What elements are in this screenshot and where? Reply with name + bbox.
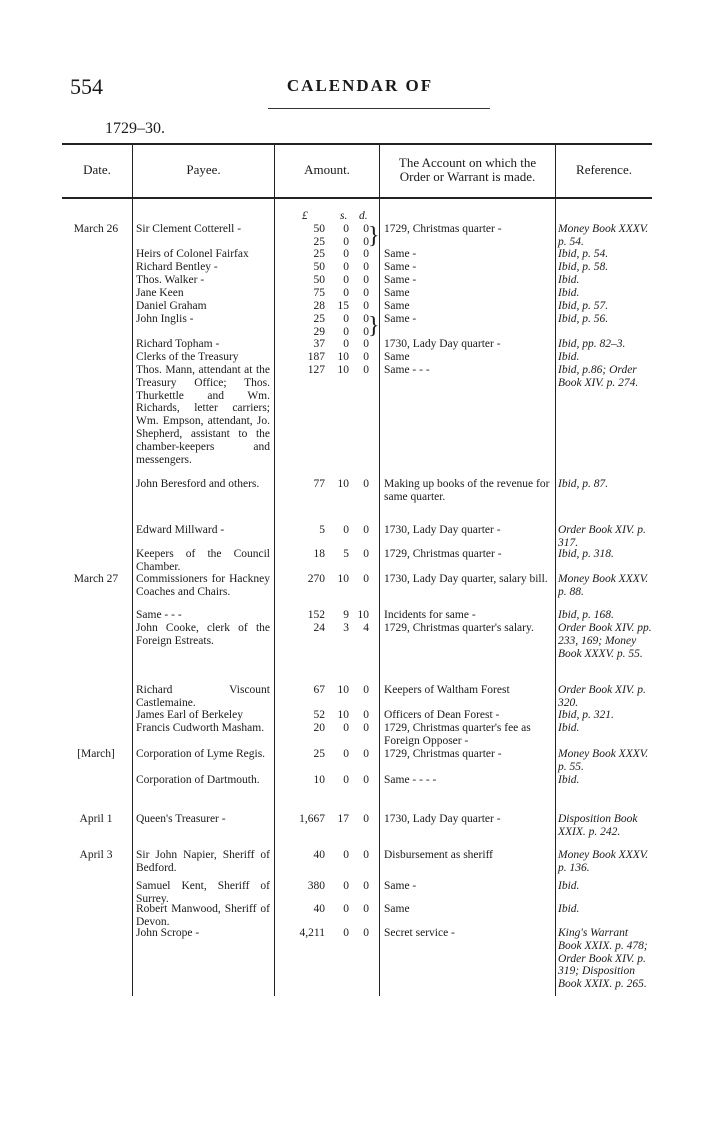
row-account: Secret service - <box>384 927 455 939</box>
row-payee: Francis Cudworth Masham. <box>136 722 265 734</box>
row-payee: James Earl of Berkeley <box>136 709 243 721</box>
row-reference: Money Book XXXV. p. 54. <box>558 223 649 248</box>
row-date: April 1 <box>79 813 113 825</box>
row-amount: 50 0 0 <box>313 223 369 235</box>
row-account: Incidents for same - <box>384 609 476 621</box>
row-amount: 5 0 0 <box>319 524 369 536</box>
row-account: Same - - - - <box>384 774 437 786</box>
row-amount: 10 0 0 <box>313 774 369 786</box>
row-payee: Richard Viscount Castlemaine. <box>136 684 270 709</box>
row-account: Same <box>384 287 410 299</box>
header-amount: Amount. <box>304 162 350 177</box>
row-payee: Daniel Graham <box>136 300 207 312</box>
row-reference: Order Book XIV. pp. 233, 169; Money Book XXXV. p. 55. <box>558 622 652 660</box>
amount-brace: } <box>368 223 380 249</box>
row-amount: 75 0 0 <box>313 287 369 299</box>
row-reference: Ibid, p. 318. <box>558 548 614 560</box>
row-account: Same - - - <box>384 364 430 376</box>
row-payee: Richard Bentley - <box>136 261 218 273</box>
row-account: 1729, Christmas quarter - <box>384 748 502 760</box>
row-payee: John Inglis - <box>136 313 194 325</box>
amount-brace: } <box>368 313 380 339</box>
row-account: Same <box>384 300 410 312</box>
row-amount: 29 0 0 <box>313 326 369 338</box>
row-amount: 37 0 0 <box>313 338 369 350</box>
row-amount: 28 15 0 <box>313 300 369 312</box>
row-reference: Ibid. <box>558 903 580 915</box>
row-amount: 127 10 0 <box>307 364 369 376</box>
col-divider <box>379 143 380 996</box>
header-bottom-rule <box>62 197 652 199</box>
row-amount: 50 0 0 <box>313 261 369 273</box>
currency-pounds: £ <box>302 210 308 222</box>
row-reference: Ibid. <box>558 351 580 363</box>
row-account: Same - <box>384 261 417 273</box>
row-reference: Money Book XXXV. p. 136. <box>558 849 649 874</box>
row-payee: Thos. Mann, attendant at the Treasury Office; Thos. Thurkettle and Wm. Richards, letter carriers; Wm. Empson, attendant, Jo. Shepherd, assistant to the chamber-keepers and messengers. <box>136 364 270 466</box>
row-reference: Ibid. <box>558 287 580 299</box>
row-reference: Money Book XXXV. p. 55. <box>558 748 649 773</box>
row-reference: Ibid, p. 56. <box>558 313 609 325</box>
row-reference: Ibid, p. 321. <box>558 709 614 721</box>
row-account: 1729, Christmas quarter - <box>384 223 502 235</box>
row-payee: Clerks of the Treasury <box>136 351 239 363</box>
row-reference: Money Book XXXV. p. 88. <box>558 573 649 598</box>
row-account: Same - <box>384 880 417 892</box>
row-payee: Keepers of the Council Chamber. <box>136 548 270 573</box>
col-divider <box>555 143 556 996</box>
row-account: Officers of Dean Forest - <box>384 709 500 721</box>
row-amount: 18 5 0 <box>313 548 369 560</box>
row-account: 1729, Christmas quarter - <box>384 548 502 560</box>
row-amount: 187 10 0 <box>307 351 369 363</box>
row-account: Making up books of the revenue for same quarter. <box>384 478 550 503</box>
row-account: 1730, Lady Day quarter - <box>384 524 501 536</box>
row-reference: Ibid. <box>558 880 580 892</box>
row-reference: Ibid, pp. 82–3. <box>558 338 626 350</box>
row-amount: 25 0 0 <box>313 748 369 760</box>
page-title: CALENDAR OF <box>286 76 434 95</box>
row-account: 1730, Lady Day quarter, salary bill. <box>384 573 548 585</box>
row-date: [March] <box>77 748 115 760</box>
header-account: The Account on which the Order or Warrant is made. <box>398 155 537 184</box>
row-reference: Order Book XIV. p. 320. <box>558 684 646 709</box>
row-payee: Samuel Kent, Sheriff of Surrey. <box>136 880 270 905</box>
row-reference: King's Warrant Book XXIX. p. 478; Order Book XIV. p. 319; Disposition Book XXIX. p. 265. <box>558 927 648 991</box>
row-payee: Corporation of Lyme Regis. <box>136 748 266 760</box>
row-reference: Ibid, p. 168. <box>558 609 614 621</box>
row-amount: 25 0 0 <box>313 248 369 260</box>
row-payee: Richard Topham - <box>136 338 220 350</box>
title-rule <box>268 108 490 109</box>
row-amount: 40 0 0 <box>313 903 369 915</box>
row-reference: Ibid, p. 57. <box>558 300 609 312</box>
row-payee: Sir John Napier, Sheriff of Bedford. <box>136 849 270 874</box>
row-payee: Robert Manwood, Sheriff of Devon. <box>136 903 270 928</box>
row-account: Keepers of Waltham Forest <box>384 684 510 696</box>
row-amount: 152 9 10 <box>307 609 369 621</box>
header-reference: Reference. <box>576 162 632 177</box>
row-account: Same - <box>384 248 417 260</box>
currency-shillings: s. <box>340 210 348 222</box>
row-amount: 270 10 0 <box>307 573 369 585</box>
header-payee: Payee. <box>186 162 221 177</box>
row-payee: Corporation of Dartmouth. <box>136 774 260 786</box>
year-heading: 1729–30. <box>105 120 165 137</box>
row-reference: Ibid. <box>558 274 580 286</box>
row-account: Same - <box>384 274 417 286</box>
row-reference: Ibid. <box>558 722 580 734</box>
row-account: 1730, Lady Day quarter - <box>384 338 501 350</box>
row-amount: 25 0 0 <box>313 236 369 248</box>
row-reference: Ibid, p.86; Order Book XIV. p. 274. <box>558 364 639 389</box>
row-amount: 4,211 0 0 <box>299 927 369 939</box>
row-account: 1729, Christmas quarter's salary. <box>384 622 534 634</box>
row-payee: Commissioners for Hackney Coaches and Chairs. <box>136 573 270 598</box>
row-amount: 77 10 0 <box>313 478 369 490</box>
row-payee: Jane Keen <box>136 287 184 299</box>
col-divider <box>274 143 275 996</box>
row-reference: Ibid. <box>558 774 580 786</box>
row-amount: 67 10 0 <box>313 684 369 696</box>
row-amount: 25 0 0 <box>313 313 369 325</box>
row-date: March 26 <box>73 223 119 235</box>
row-reference: Ibid, p. 54. <box>558 248 609 260</box>
row-payee: Queen's Treasurer - <box>136 813 226 825</box>
row-payee: John Beresford and others. <box>136 478 260 490</box>
row-payee: Edward Millward - <box>136 524 225 536</box>
row-date: April 3 <box>79 849 113 861</box>
row-amount: 1,667 17 0 <box>299 813 369 825</box>
row-amount: 50 0 0 <box>313 274 369 286</box>
row-reference: Order Book XIV. p. 317. <box>558 524 646 549</box>
row-account: Same - <box>384 313 417 325</box>
row-account: Disbursement as sheriff <box>384 849 494 861</box>
row-reference: Ibid, p. 58. <box>558 261 609 273</box>
row-payee: John Scrope - <box>136 927 200 939</box>
row-account: Same <box>384 903 410 915</box>
header-date: Date. <box>83 162 111 177</box>
row-account: 1730, Lady Day quarter - <box>384 813 501 825</box>
row-payee: Heirs of Colonel Fairfax <box>136 248 249 260</box>
page-number: 554 <box>70 74 103 99</box>
row-amount: 24 3 4 <box>313 622 369 634</box>
row-account: Same <box>384 351 410 363</box>
calendar-table <box>62 143 652 996</box>
row-payee: Same - - - <box>136 609 182 621</box>
row-payee: Sir Clement Cotterell - <box>136 223 242 235</box>
row-amount: 380 0 0 <box>307 880 369 892</box>
col-divider <box>132 143 133 996</box>
row-account: 1729, Christmas quarter's fee as Foreign Opposer - <box>384 722 531 747</box>
row-date: March 27 <box>73 573 119 585</box>
row-payee: John Cooke, clerk of the Foreign Estreats. <box>136 622 270 647</box>
row-amount: 40 0 0 <box>313 849 369 861</box>
row-reference: Disposition Book XXIX. p. 242. <box>558 813 638 838</box>
row-reference: Ibid, p. 87. <box>558 478 609 490</box>
currency-pence: d. <box>359 210 368 222</box>
row-payee: Thos. Walker - <box>136 274 205 286</box>
row-amount: 20 0 0 <box>313 722 369 734</box>
row-amount: 52 10 0 <box>313 709 369 721</box>
